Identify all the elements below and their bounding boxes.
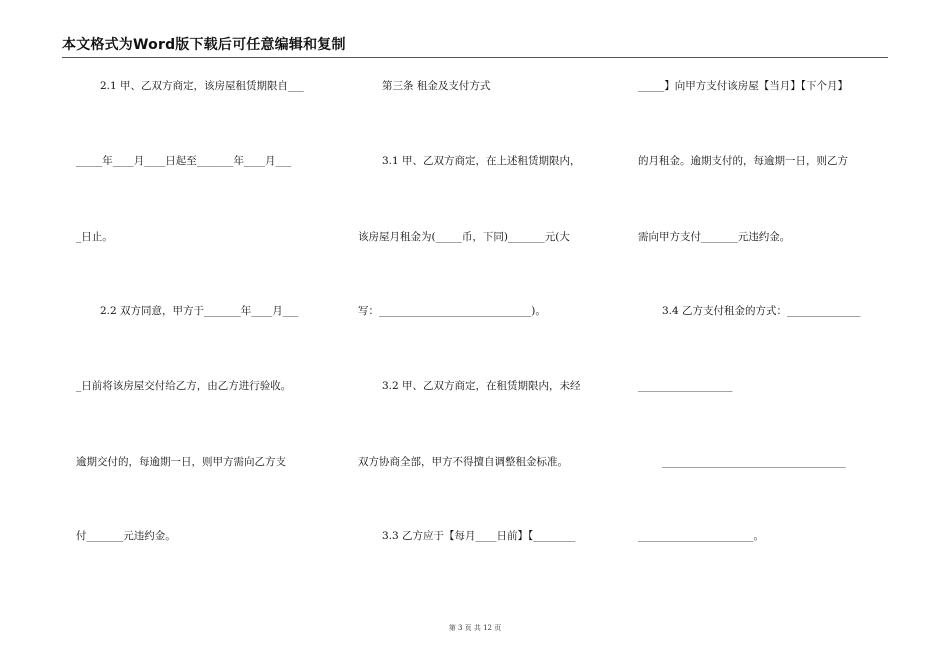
text-line: 2.2 双方同意，甲方于_______年____月___ [100,305,299,317]
text-line: 3.4 乙方支付租金的方式：______________ [662,305,861,317]
text-line: 3.3 乙方应于【每月____日前】【________ [382,530,576,542]
text-line: 写：_____________________________)。 [358,305,546,317]
text-line: _日前将该房屋交付给乙方，由乙方进行验收。 [76,380,292,392]
text-line: 2.1 甲、乙双方商定，该房屋租赁期限自___ [100,80,304,92]
text-line: 逾期交付的，每逾期一日，则甲方需向乙方支 [76,456,286,468]
text-line: 双方协商全部，甲方不得擅自调整租金标准。 [358,456,568,468]
text-line: _____】向甲方支付该房屋【当月】【下个月】 [638,80,848,92]
page-number: 第 3 页 共 12 页 [448,624,502,632]
text-line: _日止。 [76,231,113,243]
text-line: 3.2 甲、乙双方商定，在租赁期限内，未经 [382,380,581,392]
text-line: ______________________。 [638,530,764,542]
page-header-title: 本文格式为Word版下载后可任意编辑和复制 [62,34,888,58]
text-line: 需向甲方支付_______元违约金。 [638,231,791,243]
text-line: 的月租金。逾期支付的，每逾期一日，则乙方 [638,155,848,167]
text-line: 付_______元违约金。 [76,530,176,542]
text-line: 该房屋月租金为(_____币，下同)_______元(大 [358,231,570,243]
text-line: 3.1 甲、乙双方商定，在上述租赁期限内， [382,155,581,167]
text-line: __________________ [638,380,733,392]
text-line: _____年____月____日起至_______年____月___ [76,155,292,167]
text-line: ___________________________________ [662,456,846,468]
section-heading: 第三条 租金及支付方式 [382,80,491,92]
